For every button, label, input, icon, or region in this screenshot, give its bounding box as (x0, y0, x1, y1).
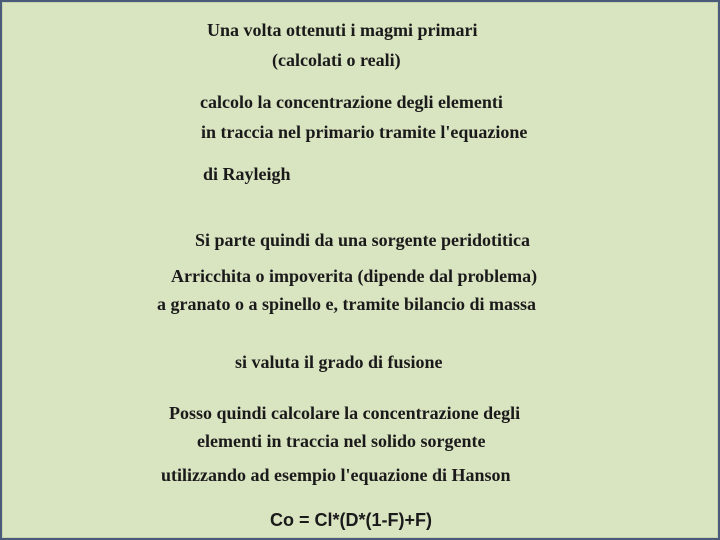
text-line-magmi-primari: Una volta ottenuti i magmi primari (207, 20, 478, 40)
text-line-calcolati: (calcolati o reali) (272, 50, 401, 70)
text-line-grado-fusione: si valuta il grado di fusione (235, 352, 443, 372)
text-line-in-traccia: in traccia nel primario tramite l'equazione (201, 122, 528, 142)
formula-hanson: Co = Cl*(D*(1-F)+F) (270, 510, 432, 530)
text-line-rayleigh: di Rayleigh (203, 164, 291, 184)
text-line-sorgente: Si parte quindi da una sorgente peridotitica (195, 230, 531, 250)
text-line-calcolo: calcolo la concentrazione degli elementi (200, 92, 503, 112)
text-line-granato: a granato o a spinello e, tramite bilancio di massa (157, 294, 536, 314)
text-line-hanson: utilizzando ad esempio l'equazione di Hanson (161, 465, 511, 485)
text-line-arricchita: Arricchita o impoverita (dipende dal problema) (171, 266, 538, 286)
text-line-elementi: elementi in traccia nel solido sorgente (197, 431, 486, 451)
text-line-posso: Posso quindi calcolare la concentrazione degli (169, 403, 521, 423)
